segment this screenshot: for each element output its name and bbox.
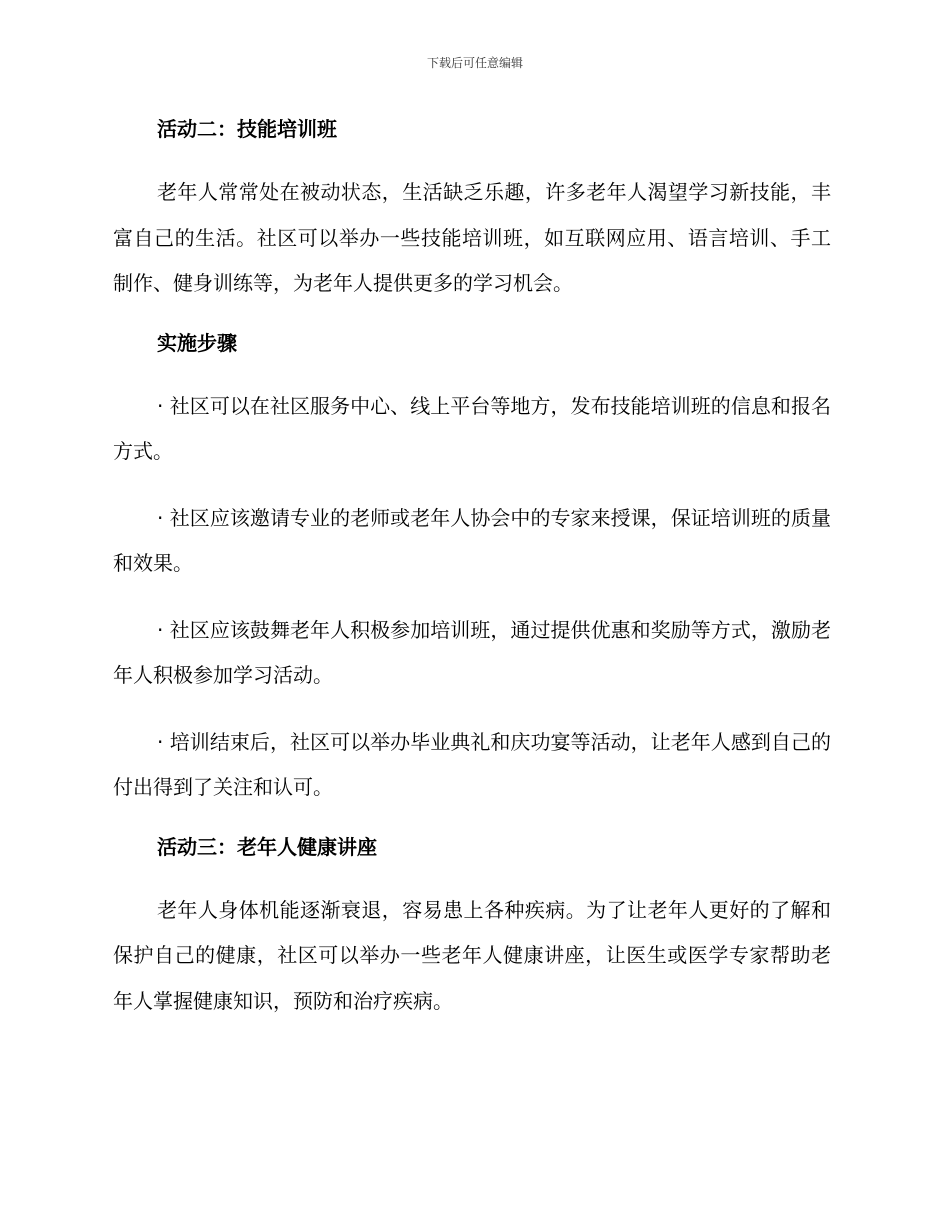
section-heading-activity-three: 活动三：老年人健康讲座 [157,834,377,859]
paragraph-activity-two: 老年人常常处在被动状态，生活缺乏乐趣，许多老年人渴望学习新技能，丰富自己的生活。社区可以举办一些技能培训班，如互联网应用、语言培训、手工制作、健身训练等，为老年人提供更多的学习机会。 [113,180,831,295]
list-item: · 培训结束后，社区可以举办毕业典礼和庆功宴等活动，让老年人感到自己的付出得到了关注和认可。 [113,729,831,799]
document-body [113,114,831,1024]
section-heading-activity-two: 活动二：技能培训班 [157,117,337,141]
header-note: 下载后可任意编辑 [426,56,523,70]
list-item: · 社区应该邀请专业的老师或老年人协会中的专家来授课，保证培训班的质量和效果。 [113,505,831,575]
section-heading-steps: 实施步骤 [157,330,237,355]
list-item: · 社区可以在社区服务中心、线上平台等地方，发布技能培训班的信息和报名方式。 [113,393,831,463]
paragraph-activity-three: 老年人身体机能逐渐衰退，容易患上各种疾病。为了让老年人更好的了解和保护自己的健康，社区可以举办一些老年人健康讲座，让医生或医学专家帮助老年人掌握健康知识，预防和治疗疾病。 [113,897,831,1013]
list-item: · 社区应该鼓舞老年人积极参加培训班，通过提供优惠和奖励等方式，激励老年人积极参加学习活动。 [113,617,831,687]
